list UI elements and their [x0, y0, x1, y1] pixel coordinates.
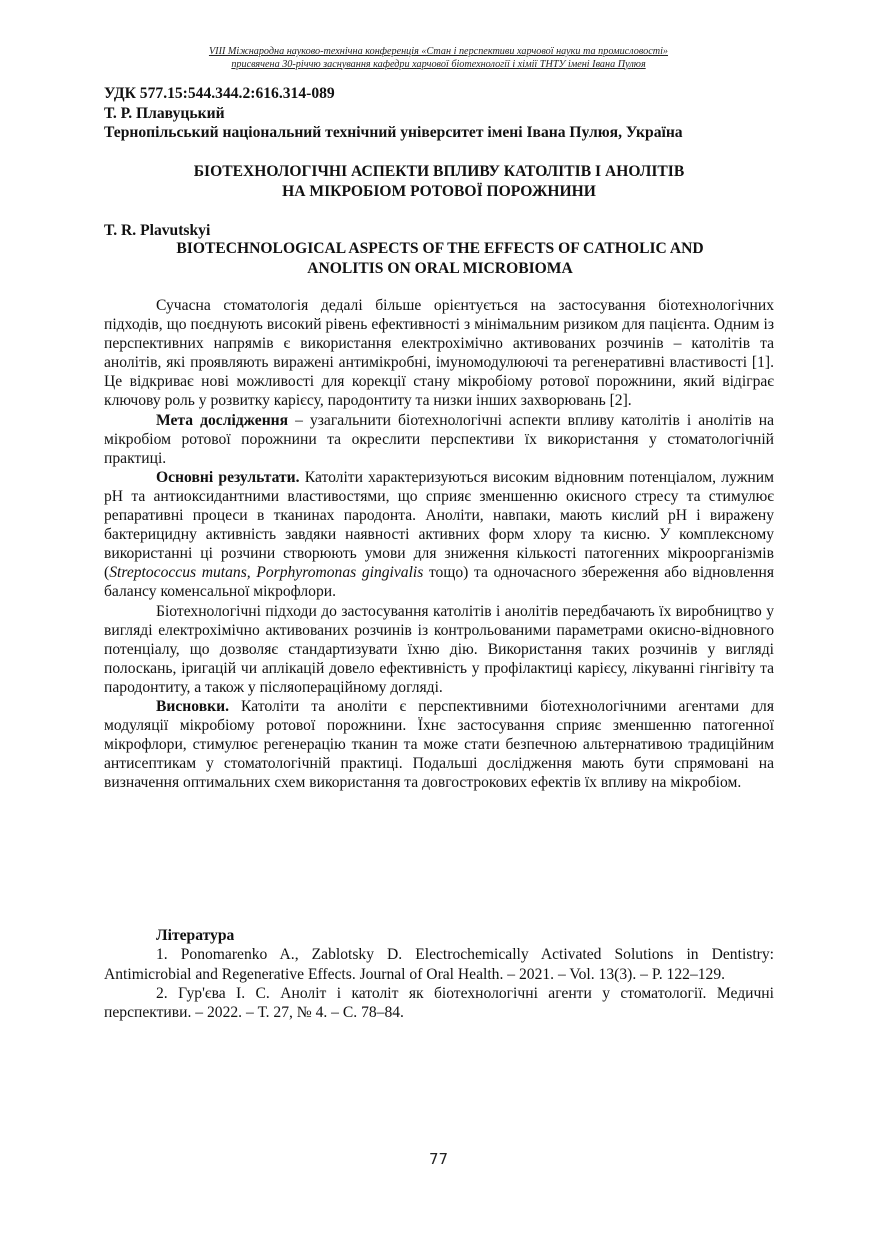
reference-item: 1. Ponomarenko A., Zablotsky D. Electrochemically Activated Solutions in Dentistry: Antimicrobial and Regenerative Effects. Journal of Oral Health. – 2021. – Vol. 13(3). – P. 122–129. [104, 946, 774, 983]
title-ua-line-2: НА МІКРОБІОМ РОТОВОЇ ПОРОЖНИНИ [282, 183, 596, 200]
conclusions-text: Католіти та аноліти є перспективними біотехнологічними агентами для модуляції мікробіому ротової порожнини. Їхнє застосування сприяє зменшенню патогенної мікрофлори, стимулює регенерацію тканин та може стати безпечною альтернативою традиційним антисептикам у стоматологічній практиці. Подальші дослідження мають бути спрямовані на визначення оптимальних схем використання та довгострокових ефектів їх впливу на мікробіом. [104, 697, 774, 792]
author-ua: Т. Р. Плавуцький [104, 104, 225, 122]
title-english [104, 239, 776, 279]
title-en-line-2: ANOLITIS ON ORAL MICROBIOMA [307, 260, 573, 277]
references-title: Література [156, 927, 235, 944]
article-body [104, 296, 774, 792]
aim-text: – узагальнити біотехнологічні аспекти впливу католітів і анолітів на мікробіом ротової порожнини та окреслити перспективи їх використання у стоматологічній практиці. [104, 411, 774, 467]
article-meta [104, 84, 683, 143]
page-number: 77 [428, 1150, 449, 1168]
running-header-line-1: VIII Міжнародна науково-технічна конференція «Стан і перспективи харчової науки та промисловості» [208, 46, 669, 57]
references [104, 926, 774, 1022]
title-en-line-1: BIOTECHNOLOGICAL ASPECTS OF THE EFFECTS OF CATHOLIC AND [176, 240, 704, 257]
conclusions-paragraph [104, 697, 774, 792]
aim-paragraph [104, 411, 774, 468]
author-en: T. R. Plavutskyi [104, 222, 211, 239]
reference-item: 2. Гур'єва І. С. Аноліт і католіт як біотехнологічні агенти у стоматології. Медичні перспективи. – 2022. – Т. 27, № 4. – С. 78–84. [104, 984, 774, 1022]
udc-code: УДК 577.15:544.344.2:616.314-089 [104, 85, 335, 102]
species-2: Porphyromonas gingivalis [256, 564, 424, 582]
title-ua-line-1: БІОТЕХНОЛОГІЧНІ АСПЕКТИ ВПЛИВУ КАТОЛІТІВ І АНОЛІТІВ [193, 163, 685, 180]
intro-paragraph: Сучасна стоматологія дедалі більше орієнтується на застосування біотехнологічних підходів, що поєднують високий рівень ефективності з мінімальним ризиком для пацієнта. Одним із перспективних напрямів є використання електрохімічно активованих розчинів – католітів та анолітів, які проявляють виражені антимікробні, імуномодулюючі та регенеративні властивості [1]. Це відкриває нові можливості для корекції стану мікробіому ротової порожнини, який відіграє ключову роль у розвитку карієсу, пародонтиту та низки інших захворювань [2]. [104, 297, 774, 410]
affiliation: Тернопільський національний технічний університет імені Івана Пулюя, Україна [104, 124, 683, 141]
aim-label: Мета дослідження [156, 411, 289, 429]
running-header [0, 46, 877, 71]
title-ukrainian [104, 162, 774, 202]
results-text-3: тощо) та одночасного збереження або відновлення балансу коменсальної мікрофлори. [104, 564, 774, 601]
results-paragraph [104, 468, 774, 602]
results-label: Основні результати. [156, 468, 300, 486]
species-1: Streptococcus mutans, [109, 564, 251, 582]
approaches-paragraph: Біотехнологічні підходи до застосування католітів і анолітів передбачають їх виробництво у вигляді електрохімічно активованих розчинів із контрольованими параметрами окисно-відновного потенціалу, що дозволяє стандартизувати їхню дію. Використання таких розчинів у вигляді полоскань, іригацій чи аплікацій довело ефективність у профілактиці карієсу, лікуванні гінгівіту та пародонтиту, а також у післяопераційному догляді. [104, 602, 774, 696]
results-text-1: Католіти характеризуються високим відновним потенціалом, лужним pH та антиоксидантними властивостями, що сприяє зменшенню окисного стресу та стимулює репаративні процеси в тканинах пародонта. Аноліти, навпаки, мають кислий pH і виражену бактерицидну активність завдяки наявності активних форм хлору та кисню. У комплексному використанні ці розчини створюють умови для зниження кількості патогенних мікроорганізмів ( [104, 468, 774, 582]
conclusions-label: Висновки. [156, 697, 229, 715]
running-header-line-2: присвячена 30-річчю заснування кафедри харчової біотехнології і хімії ТНТУ імені Івана Пулюя [231, 58, 646, 70]
